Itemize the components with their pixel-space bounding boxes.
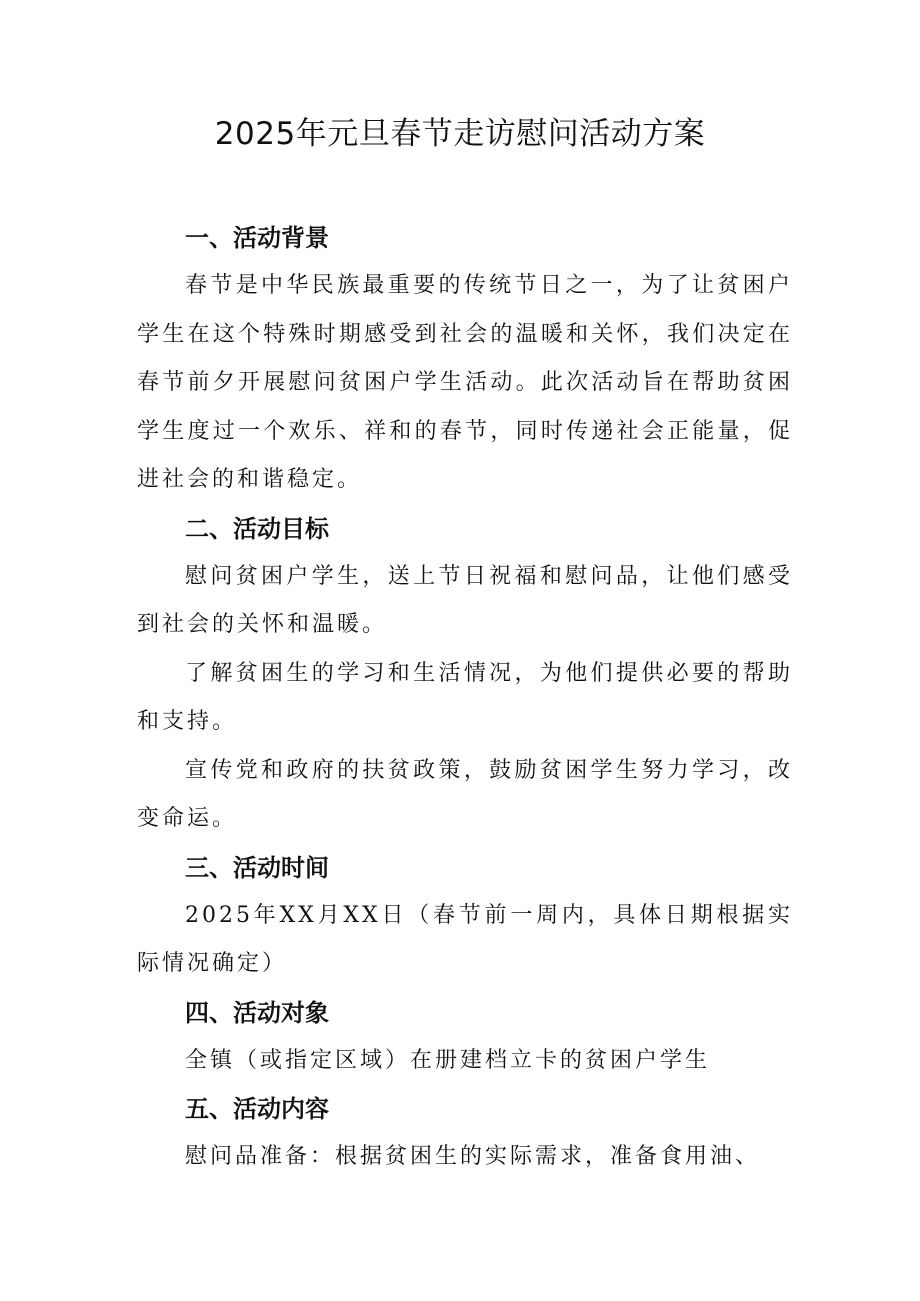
- section-background: [137, 214, 793, 505]
- paragraph: 2025年XX月XX日（春节前一周内，具体日期根据实际情况确定）: [137, 902, 793, 976]
- section-heading: 三、活动时间: [185, 853, 329, 882]
- section-heading: 四、活动对象: [185, 998, 329, 1027]
- section-target: [137, 989, 793, 1086]
- section-time: [137, 844, 793, 989]
- section-content: [137, 1085, 793, 1182]
- document-body: [137, 214, 793, 1182]
- paragraph: 全镇（或指定区域）在册建档立卡的贫困户学生: [185, 1047, 711, 1073]
- paragraph: 慰问贫困户学生，送上节日祝福和慰问品，让他们感受到社会的关怀和温暖。: [137, 563, 793, 637]
- section-heading: 五、活动内容: [185, 1095, 329, 1123]
- section-heading: 二、活动目标: [185, 514, 329, 543]
- document-title: 2025年元旦春节走访慰问活动方案: [214, 116, 706, 152]
- section-goals: [137, 505, 793, 844]
- paragraph: 春节是中华民族最重要的传统节日之一，为了让贫困户学生在这个特殊时期感受到社会的温暖和关怀，我们决定在春节前夕开展慰问贫困户学生活动。此次活动旨在帮助贫困学生度过一个欢乐、祥和的春节，同时传递社会正能量，促进社会的和谐稳定。: [137, 273, 793, 492]
- paragraph: 了解贫困生的学习和生活情况，为他们提供必要的帮助和支持。: [137, 660, 793, 734]
- section-heading: 一、活动背景: [185, 224, 329, 252]
- paragraph: 宣传党和政府的扶贫政策，鼓励贫困学生努力学习，改变命运。: [137, 757, 793, 831]
- paragraph: 慰问品准备：根据贫困生的实际需求，准备食用油、: [185, 1144, 761, 1169]
